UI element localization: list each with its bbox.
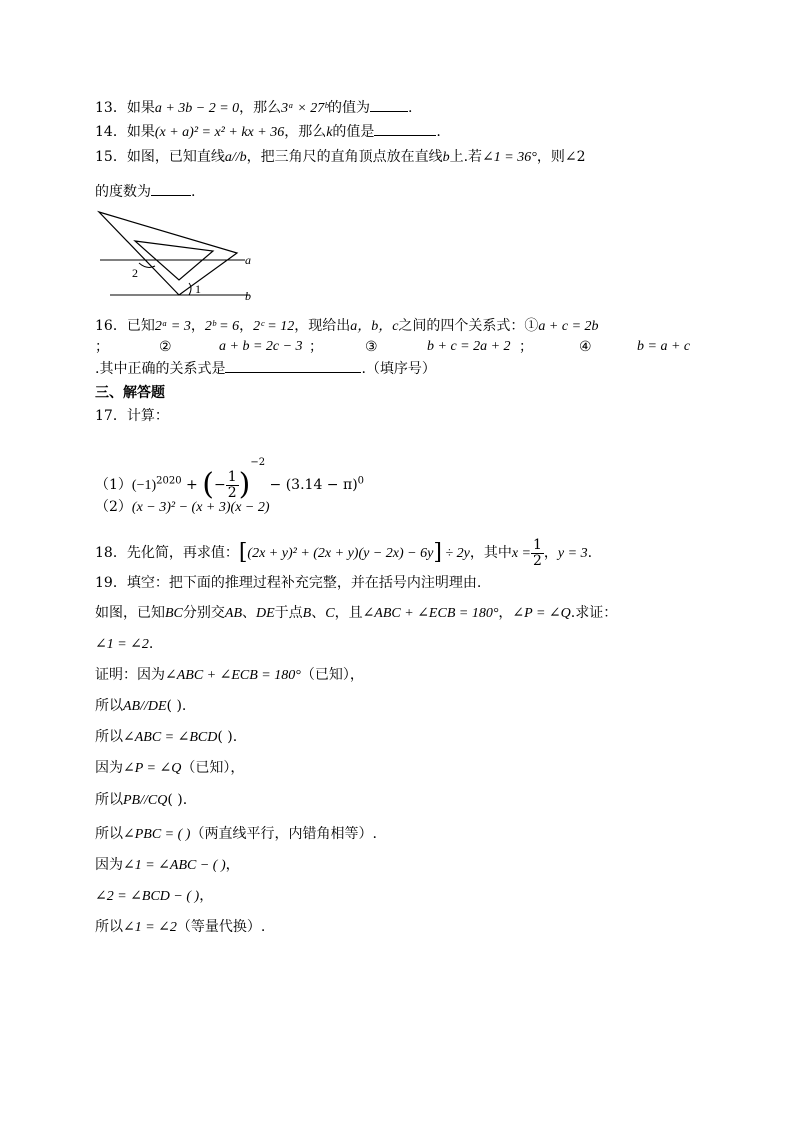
q18-text-a: 18．先化简，再求值： [95, 545, 239, 561]
step-text: 所以 [95, 919, 123, 935]
q18-divide: ÷ 2y [441, 546, 470, 561]
proof-step-1 [95, 665, 364, 686]
step-reason: ， [225, 857, 240, 873]
q17-term3: − (3.14 − π) [265, 477, 358, 493]
q19-text: 、 [311, 605, 326, 621]
q16-comma: ， [190, 318, 205, 334]
q18-x: x = [511, 546, 531, 561]
q14-line [95, 121, 441, 143]
q14-text-tail: 的值是 [332, 124, 375, 140]
q16-text-e: .（填序号） [361, 361, 436, 377]
step-reason: （两直线平行，内错角相等）. [190, 826, 377, 842]
proof-step-5 [95, 790, 187, 811]
q15-line2 [95, 181, 195, 202]
q16-circle4: ④ [579, 339, 592, 355]
q15-text-c: 上.若 [449, 149, 483, 165]
label-b: b [245, 289, 251, 303]
q14-variable: k [326, 125, 333, 140]
q16-relation3: b + c = 2a + 2 [427, 339, 511, 354]
q17-part1-label: （1） [95, 477, 132, 493]
label-1: 1 [195, 282, 201, 296]
answer-blank[interactable] [151, 181, 191, 196]
proof-step-7 [95, 855, 240, 876]
label-2: 2 [132, 266, 138, 280]
q16-sep: ； [309, 339, 323, 355]
q16-text-d: .其中正确的关系式是 [95, 361, 226, 377]
q19-text: .求证： [570, 605, 618, 621]
q19-b: B [302, 606, 312, 621]
q16-relation2: a + b = 2c − 3 [219, 339, 303, 354]
q16-text-a: 16．已知 [95, 318, 155, 334]
proof-step-4 [95, 758, 244, 779]
q18-comma: ， [543, 545, 558, 561]
q16-vars: a，b，c [350, 319, 399, 334]
step-reason: （等量代换）. [176, 919, 266, 935]
q16-relation4: b = a + c [637, 339, 691, 354]
reason-blank[interactable]: ( ). [167, 792, 188, 808]
answer-blank[interactable] [374, 121, 436, 136]
q19-prove-expr: ∠1 = ∠2 [95, 637, 149, 652]
q15-text-a: 15．如图，已知直线 [95, 149, 225, 165]
q19-text: 如图，已知 [95, 605, 165, 621]
q18-bracket-close: ] [433, 540, 442, 565]
step-reason: ， [199, 888, 214, 904]
q19-de: DE [256, 606, 275, 621]
q15-text-e: 的度数为 [95, 184, 151, 200]
label-a: a [245, 253, 251, 267]
step-text: 所以 [95, 729, 123, 745]
proof-step-3 [95, 727, 237, 748]
q16-eq1: 2ᵃ = 3 [154, 319, 191, 334]
angle-2-arc [139, 263, 155, 267]
step-math-blank[interactable]: ∠PBC = ( ) [123, 827, 191, 842]
q14-text: ，那么 [284, 124, 327, 140]
q18-fraction [531, 538, 544, 569]
step-text: 所以 [95, 698, 123, 714]
q14-number: 14．如果 [95, 124, 155, 140]
q17-paren-open: ( [202, 467, 214, 502]
step-text: 证明：因为 [95, 667, 165, 683]
q15-parallel: a//b [224, 150, 247, 165]
q19-c: C [325, 606, 335, 621]
step-math: ∠ABC = ∠BCD [123, 730, 218, 745]
q16-sep: ； [519, 339, 533, 355]
q13-end: . [407, 100, 413, 116]
step-math-blank[interactable]: ∠1 = ∠ABC − ( ) [123, 858, 226, 873]
q15-line-b: b [442, 150, 450, 165]
angle-1-arc [189, 283, 191, 295]
q13-text-tail: 的值为 [327, 100, 370, 116]
q16-sep: ； [95, 339, 109, 355]
q19-text: ，且 [334, 605, 363, 621]
reason-blank[interactable]: ( ). [166, 698, 187, 714]
q19-prove [95, 634, 153, 655]
q19-text: 、 [242, 605, 256, 621]
q14-end: . [436, 124, 441, 140]
q16-circle3: ③ [365, 339, 378, 355]
q16-eq3: 2ᶜ = 12 [253, 319, 295, 334]
q17-exp1: 2020 [156, 475, 182, 487]
q19-text: 分别交 [182, 605, 225, 621]
q15-text-b: ，把三角尺的直角顶点放在直线 [246, 149, 443, 165]
q16-line2 [95, 337, 695, 357]
q19-ab: AB [224, 606, 242, 621]
q19-text: 于点 [274, 605, 303, 621]
q19-prove-end: . [148, 636, 154, 652]
q19-condition2: ∠P = ∠Q [512, 606, 571, 621]
step-math: AB//DE [123, 699, 167, 714]
q16-line3 [95, 358, 436, 379]
q17-part2-label: （2） [95, 499, 132, 515]
step-reason: （已知）， [181, 760, 245, 776]
step-math: ∠1 = ∠2 [123, 920, 177, 935]
q17-frac-den: 2 [227, 484, 237, 501]
q18-expression: (2x + y)² + (2x + y)(y − 2x) − 6y [247, 546, 434, 561]
q17-fraction [226, 470, 239, 501]
step-text: 所以 [95, 792, 123, 808]
q16-circle2: ② [159, 339, 172, 355]
proof-step-2 [95, 696, 186, 717]
q16-text-c: 之间的四个关系式：① [398, 318, 539, 334]
q17-exp2: −2 [250, 457, 266, 468]
answer-blank[interactable] [225, 358, 361, 373]
q18-line [95, 536, 592, 570]
q15-angle: ∠1 = 36° [482, 150, 537, 165]
step-math: ∠ABC + ∠ECB = 180° [165, 668, 301, 683]
q16-comma: ， [239, 318, 254, 334]
q15-end: . [191, 184, 196, 200]
q17-minus: − [213, 477, 226, 493]
q17-exp3: 0 [357, 475, 365, 487]
triangle-ruler-figure [95, 208, 265, 303]
q13-text: ，那么 [239, 100, 282, 116]
q19-title: 19．填空：把下面的推理过程补充完整，并在括号内注明理由. [95, 575, 482, 591]
step-math: PB//CQ [123, 793, 168, 808]
step-text: 因为 [95, 760, 123, 776]
q13-number: 13．如果 [95, 100, 155, 116]
step-text: 因为 [95, 857, 123, 873]
q18-bracket-open: [ [238, 540, 248, 565]
q14-expression: (x + a)² = x² + kx + 36 [154, 125, 285, 140]
q17-paren-close: ) [238, 467, 251, 502]
section-heading: 三、解答题 [95, 385, 165, 401]
triangle-outer [99, 212, 237, 295]
q19-text: ， [498, 605, 513, 621]
q18-frac-num: 1 [533, 536, 542, 553]
step-text: 所以 [95, 826, 123, 842]
step-math-blank[interactable]: ∠2 = ∠BCD − ( ) [95, 889, 200, 904]
q17-title: 17．计算： [95, 408, 169, 424]
q16-relation1: a + c = 2b [538, 319, 599, 334]
q17-part2 [95, 497, 270, 518]
q16-text-b: ，现给出 [294, 318, 351, 334]
q16-eq2: 2ᵇ = 6 [204, 319, 240, 334]
q19-given [95, 603, 617, 624]
reason-blank[interactable]: ( ). [217, 729, 238, 745]
q18-y: y = 3 [557, 546, 588, 561]
q19-condition1: ∠ABC + ∠ECB = 180° [362, 606, 499, 621]
q13-line [95, 97, 412, 119]
q17-term1: (−1) [131, 478, 157, 493]
q18-frac-den: 2 [533, 552, 542, 569]
q19-bc: BC [165, 606, 183, 621]
step-math: ∠P = ∠Q [123, 761, 182, 776]
q17-plus: + [181, 477, 203, 493]
step-reason: （已知）， [300, 667, 364, 683]
proof-step-8 [95, 886, 213, 907]
q13-expression: a + 3b − 2 = 0 [154, 101, 240, 116]
q17-part2-expr: (x − 3)² − (x + 3)(x − 2) [131, 500, 270, 515]
q15-text-d: ，则∠2 [536, 149, 586, 165]
answer-blank[interactable] [370, 97, 408, 112]
q16-line1 [95, 316, 599, 337]
q17-frac-num: 1 [227, 468, 237, 485]
q18-text-b: ，其中 [469, 545, 512, 561]
proof-step-6 [95, 824, 377, 845]
q15-line1 [95, 147, 585, 168]
proof-step-9 [95, 917, 265, 938]
q13-expression2: 3ᵃ × 27ᵇ [281, 101, 328, 116]
q18-end: . [587, 545, 593, 561]
